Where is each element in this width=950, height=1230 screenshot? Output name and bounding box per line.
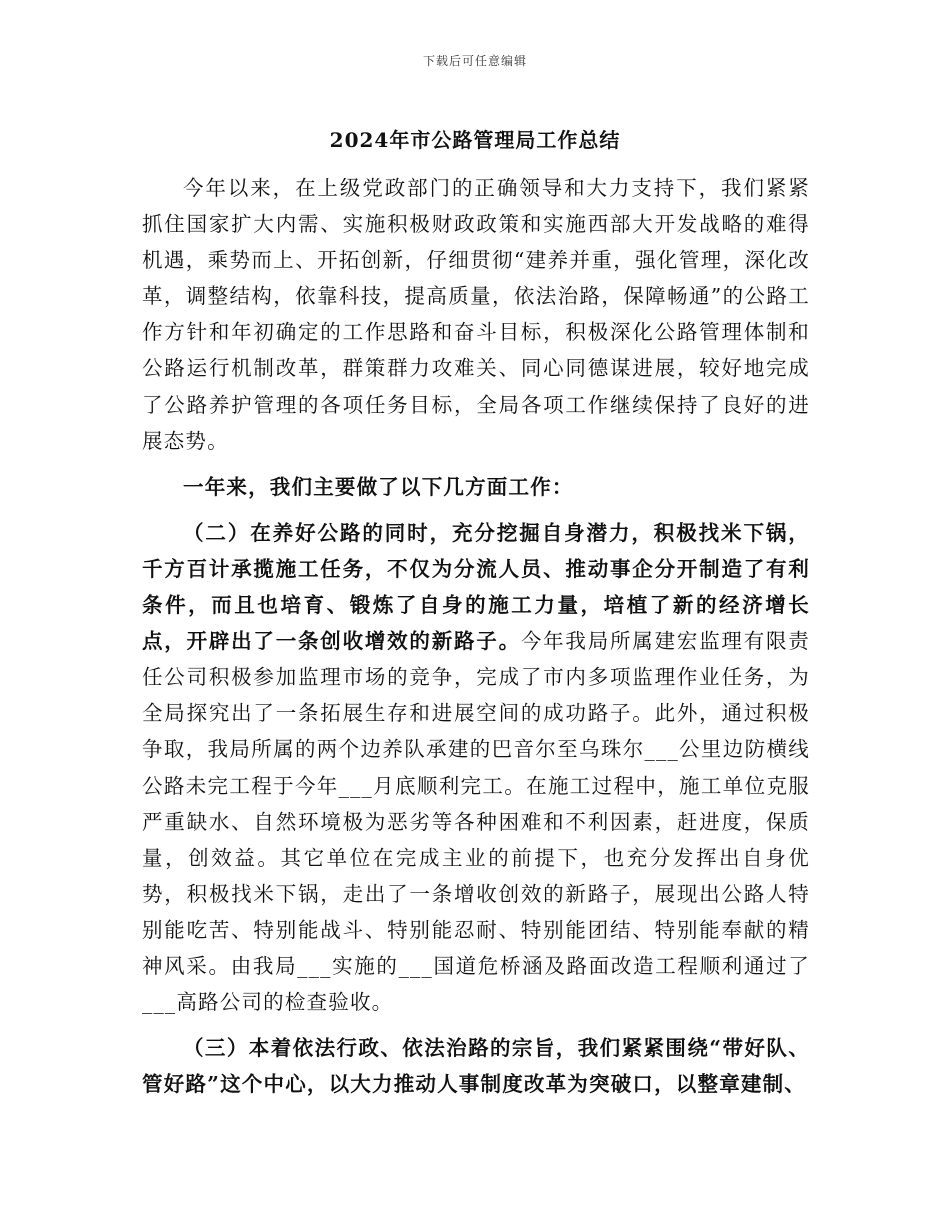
document-body (142, 170, 810, 1102)
paragraph-section-3: （三）本着依法行政、依法治路的宗旨，我们紧紧围绕“带好队、管好路”这个中心，以大力推动人事制度改革为突破口，以整章建制、 (142, 1036, 810, 1097)
section-2-body: 今年我局所属建宏监理有限责任公司积极参加监理市场的竞争，完成了市内多项监理作业任务，为全局探究出了一条拓展生存和进展空间的成功路子。此外，通过积极争取，我局所属的两个边养队承建的巴音尔至乌珠尔___公里边防横线公路未完工程于今年___月底顺利完工。在施工过程中，施工单位克服严重缺水、自然环境极为恶劣等各种困难和不利因素，赶进度，保质量，创效益。其它单位在完成主业的前提下，也充分发挥出自身优势，积极找米下锅，走出了一条增收创效的新路子，展现出公路人特别能吃苦、特别能战斗、特别能忍耐、特别能团结、特别能奉献的精神风采。由我局___实施的___国道危桥涵及路面改造工程顺利通过了___高路公司的检查验收。 (142, 629, 810, 1015)
section-2-heading: （二）在养好公路的同时，充分挖掘自身潜力，积极找米下锅，千方百计承揽施工任务，不仅为分流人员、推动事企分开制造了有利条件，而且也培育、锻炼了自身的施工力量，培植了新的经济增长点，开辟出了一条创收增效的新路子。 (142, 520, 810, 654)
document-title: 2024年市公路管理局工作总结 (329, 128, 621, 152)
paragraph-summary-lead: 一年来，我们主要做了以下几方面工作： (183, 474, 574, 499)
paragraph-section-2 (142, 515, 810, 1020)
header-note: 下载后可任意编辑 (422, 54, 527, 68)
paragraph-intro: 今年以来，在上级党政部门的正确领导和大力支持下，我们紧紧抓住国家扩大内需、实施积极财政政策和实施西部大开发战略的难得机遇，乘势而上、开拓创新，仔细贯彻“建养并重，强化管理，深化改革，调整结构，依靠科技，提高质量，依法治路，保障畅通”的公路工作方针和年初确定的工作思路和奋斗目标，积极深化公路管理体制和公路运行机制改革，群策群力攻难关、同心同德谋进展，较好地完成了公路养护管理的各项任务目标，全局各项工作继续保持了良好的进展态势。 (142, 176, 810, 453)
